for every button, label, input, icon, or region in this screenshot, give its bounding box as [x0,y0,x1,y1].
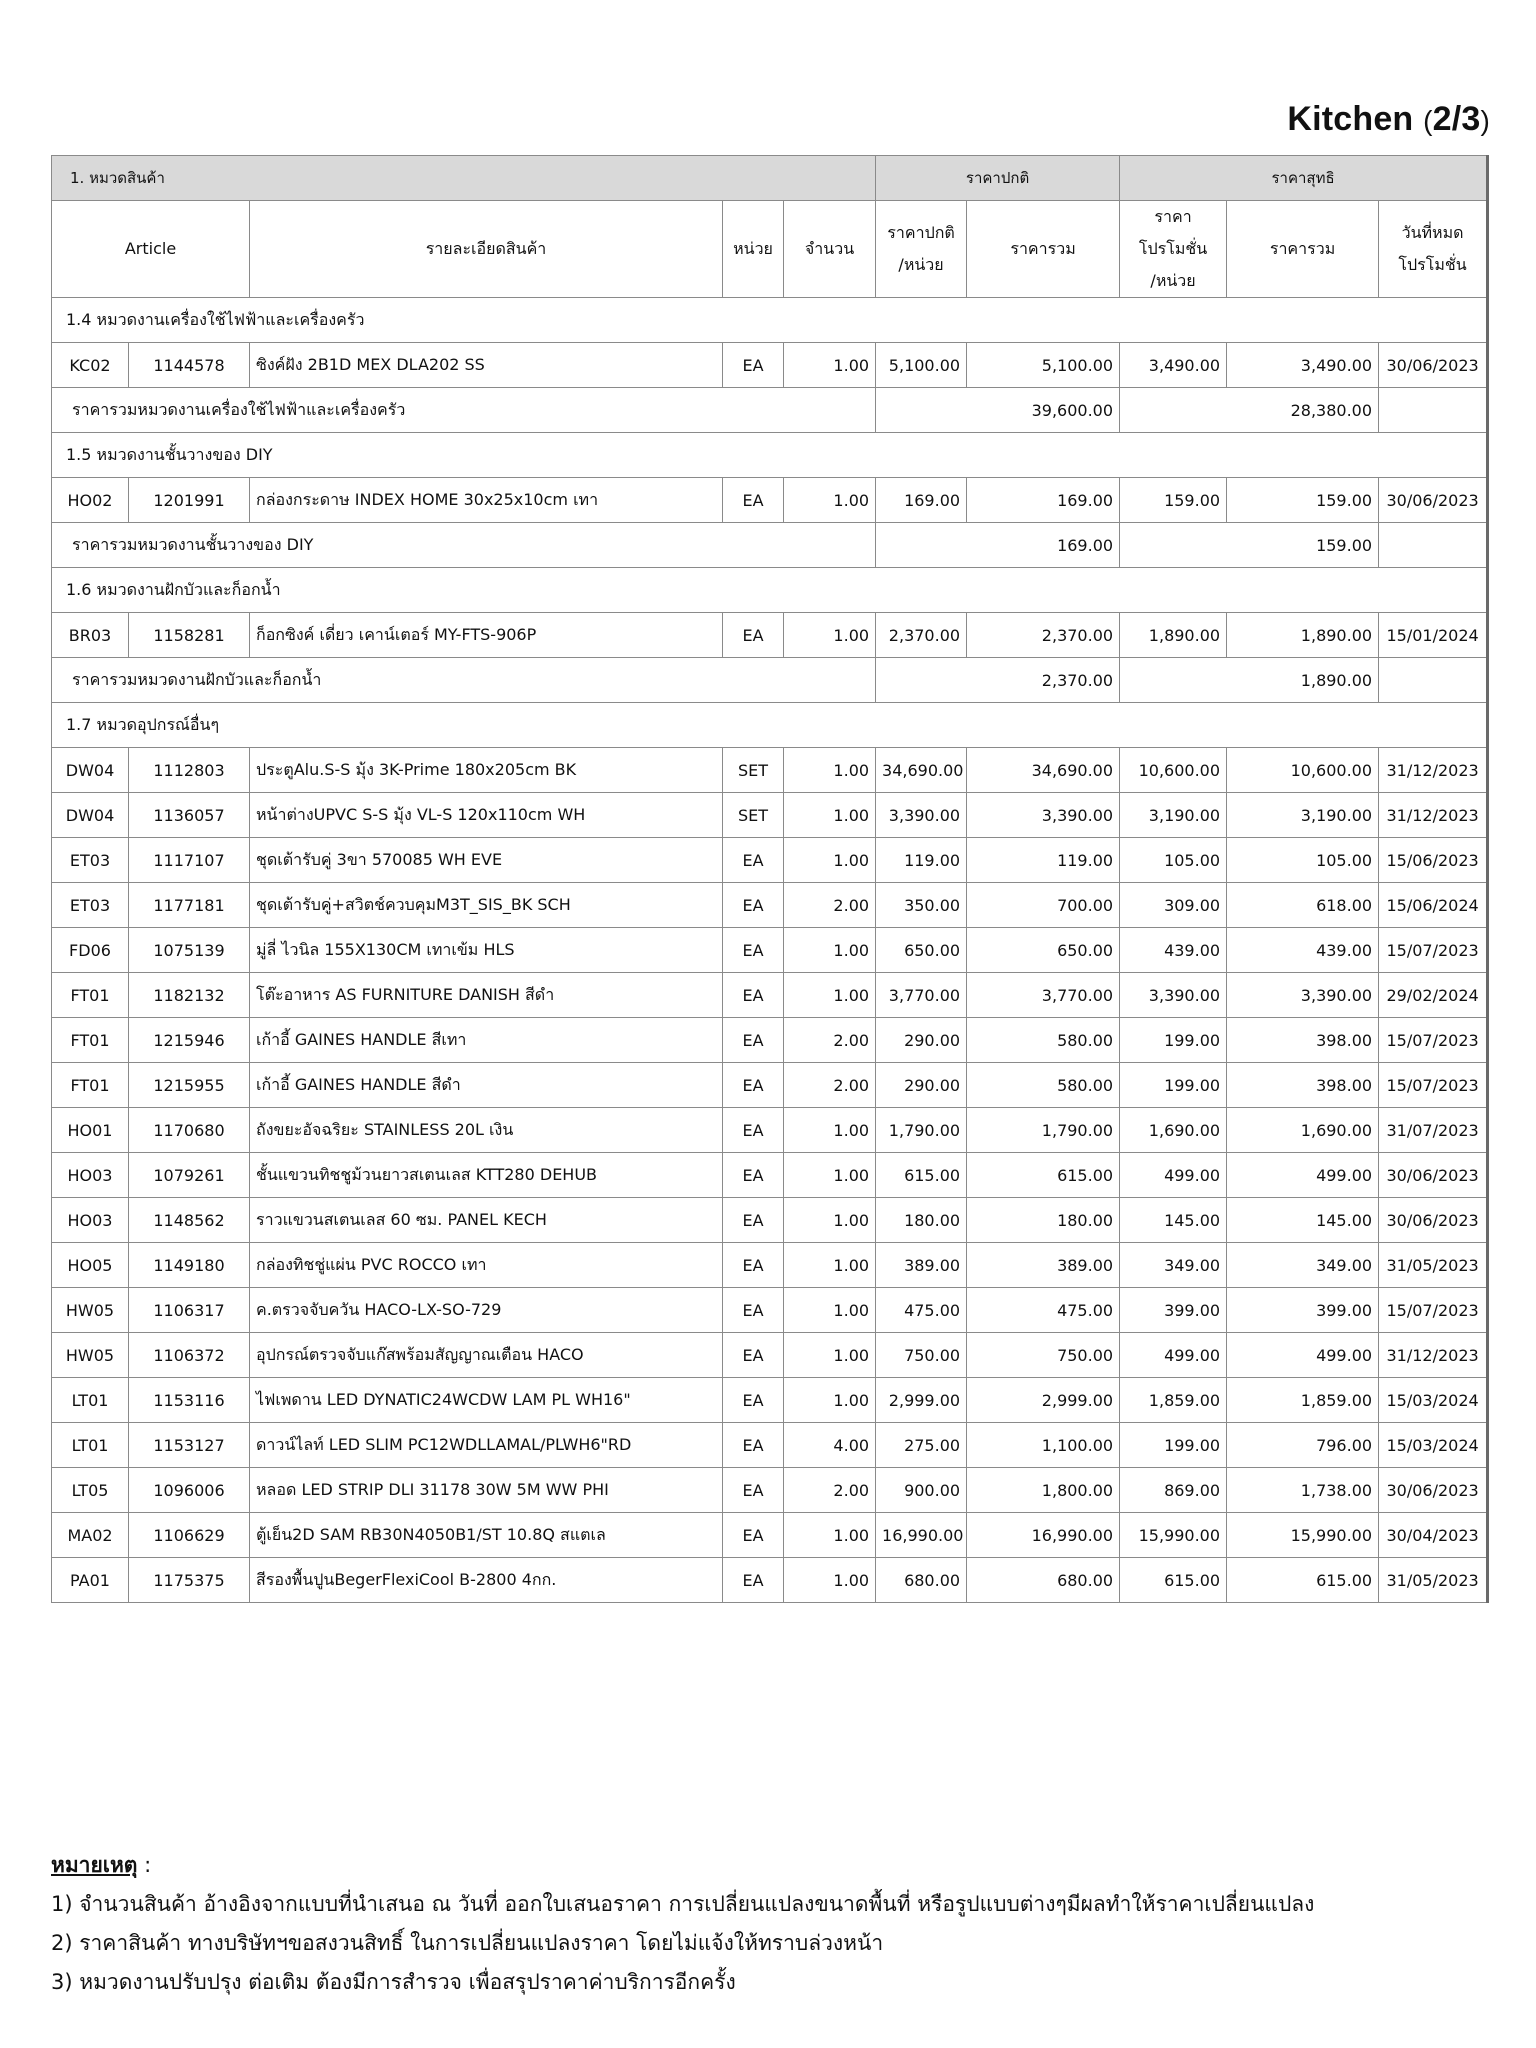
item-total: 34,690.00 [967,748,1120,793]
item-end-date: 30/06/2023 [1379,343,1488,388]
table-row [52,1468,1488,1513]
item-end-date: 30/06/2023 [1379,1153,1488,1198]
col-unit-price: ราคาปกติ /หน่วย [876,201,967,298]
item-unit-price: 350.00 [876,883,967,928]
item-unit: EA [723,478,784,523]
item-end-date: 15/07/2023 [1379,1288,1488,1333]
item-article: 1149180 [129,1243,250,1288]
item-article: 1153127 [129,1423,250,1468]
item-article: 1201991 [129,478,250,523]
item-qty: 1.00 [784,928,876,973]
item-unit: EA [723,1513,784,1558]
item-net-total: 15,990.00 [1227,1513,1379,1558]
item-promo-price: 10,600.00 [1120,748,1227,793]
item-unit: EA [723,1063,784,1108]
notes-title: หมายเหตุ [51,1853,138,1877]
table-row [52,1063,1488,1108]
item-qty: 2.00 [784,1468,876,1513]
table-row [52,1558,1488,1603]
col-description: รายละเอียดสินค้า [250,201,723,298]
table-row [52,928,1488,973]
item-unit: EA [723,343,784,388]
item-description: มู่ลี่ ไวนิล 155X130CM เทาเข้ม HLS [250,928,723,973]
section-header-row [52,433,1488,478]
item-promo-price: 615.00 [1120,1558,1227,1603]
item-total: 2,999.00 [967,1378,1120,1423]
item-promo-price: 145.00 [1120,1198,1227,1243]
item-qty: 1.00 [784,1198,876,1243]
item-unit: EA [723,1153,784,1198]
item-total: 1,790.00 [967,1108,1120,1153]
item-net-total: 499.00 [1227,1153,1379,1198]
item-unit: EA [723,838,784,883]
item-description: หลอด LED STRIP DLI 31178 30W 5M WW PHI [250,1468,723,1513]
item-end-date: 31/05/2023 [1379,1243,1488,1288]
table-row [52,1288,1488,1333]
item-end-date: 15/03/2024 [1379,1423,1488,1468]
item-code: HW05 [52,1288,129,1333]
item-unit: SET [723,748,784,793]
item-code: HO03 [52,1153,129,1198]
table-row [52,748,1488,793]
subtotal-net: 1,890.00 [1120,658,1379,703]
table-row [52,1108,1488,1153]
subtotal-net: 28,380.00 [1120,388,1379,433]
item-code: DW04 [52,793,129,838]
item-net-total: 3,490.00 [1227,343,1379,388]
item-code: FD06 [52,928,129,973]
item-total: 580.00 [967,1018,1120,1063]
item-qty: 1.00 [784,1153,876,1198]
item-description: ซิงค์ฝัง 2B1D MEX DLA202 SS [250,343,723,388]
item-article: 1170680 [129,1108,250,1153]
item-net-total: 1,859.00 [1227,1378,1379,1423]
item-article: 1106629 [129,1513,250,1558]
item-unit-price: 750.00 [876,1333,967,1378]
section-title: 1.5 หมวดงานชั้นวางของ DIY [52,433,1488,478]
item-end-date: 15/07/2023 [1379,1018,1488,1063]
item-promo-price: 159.00 [1120,478,1227,523]
item-description: ประตูAlu.S-S มุ้ง 3K-Prime 180x205cm BK [250,748,723,793]
table-row [52,478,1488,523]
item-unit-price: 119.00 [876,838,967,883]
item-promo-price: 349.00 [1120,1243,1227,1288]
item-net-total: 3,190.00 [1227,793,1379,838]
subtotal-row [52,658,1488,703]
item-qty: 2.00 [784,883,876,928]
item-code: HW05 [52,1333,129,1378]
table-row [52,973,1488,1018]
item-article: 1215946 [129,1018,250,1063]
item-promo-price: 3,390.00 [1120,973,1227,1018]
item-qty: 1.00 [784,343,876,388]
table-row [52,1243,1488,1288]
item-end-date: 15/06/2024 [1379,883,1488,928]
item-total: 16,990.00 [967,1513,1120,1558]
item-article: 1148562 [129,1198,250,1243]
item-total: 3,390.00 [967,793,1120,838]
table-row [52,838,1488,883]
item-code: ET03 [52,838,129,883]
item-total: 580.00 [967,1063,1120,1108]
item-total: 615.00 [967,1153,1120,1198]
item-article: 1182132 [129,973,250,1018]
item-description: กล่องกระดาษ INDEX HOME 30x25x10cm เทา [250,478,723,523]
item-end-date: 30/04/2023 [1379,1513,1488,1558]
item-description: กล่องทิชชู่แผ่น PVC ROCCO เทา [250,1243,723,1288]
item-unit-price: 169.00 [876,478,967,523]
item-unit-price: 3,770.00 [876,973,967,1018]
note-line-2: 2) ราคาสินค้า ทางบริษัทฯขอสงวนสิทธิ์ ในการเปลี่ยนแปลงราคา โดยไม่แจ้งให้ทราบล่วงหน้า [51,1931,884,1955]
table-group-header [52,156,1488,201]
item-net-total: 615.00 [1227,1558,1379,1603]
item-unit-price: 180.00 [876,1198,967,1243]
item-promo-price: 199.00 [1120,1423,1227,1468]
table-row [52,1018,1488,1063]
notes-heading: หมายเหตุ : [51,1853,152,1877]
item-end-date: 15/01/2024 [1379,613,1488,658]
item-unit: EA [723,1288,784,1333]
item-unit: EA [723,1378,784,1423]
item-unit: EA [723,883,784,928]
item-unit: EA [723,1198,784,1243]
col-qty: จำนวน [784,201,876,298]
item-unit: EA [723,1243,784,1288]
subtotal-regular: 2,370.00 [876,658,1120,703]
item-unit: EA [723,1423,784,1468]
subtotal-row [52,523,1488,568]
item-qty: 1.00 [784,1243,876,1288]
item-total: 180.00 [967,1198,1120,1243]
item-end-date: 30/06/2023 [1379,478,1488,523]
item-end-date: 31/07/2023 [1379,1108,1488,1153]
table-row [52,1153,1488,1198]
item-promo-price: 1,690.00 [1120,1108,1227,1153]
item-qty: 1.00 [784,1378,876,1423]
item-net-total: 439.00 [1227,928,1379,973]
item-unit-price: 275.00 [876,1423,967,1468]
item-end-date: 29/02/2024 [1379,973,1488,1018]
item-code: HO03 [52,1198,129,1243]
note-line-3: 3) หมวดงานปรับปรุง ต่อเติม ต้องมีการสำรวจ เพื่อสรุปราคาค่าบริการอีกครั้ง [51,1970,736,1994]
title-page: 2/3 [1432,100,1481,138]
item-net-total: 349.00 [1227,1243,1379,1288]
item-article: 1079261 [129,1153,250,1198]
item-total: 700.00 [967,883,1120,928]
item-qty: 1.00 [784,1288,876,1333]
item-description: ก็อกซิงค์ เดี่ยว เคาน์เตอร์ MY-FTS-906P [250,613,723,658]
item-article: 1144578 [129,343,250,388]
item-qty: 1.00 [784,1558,876,1603]
item-article: 1075139 [129,928,250,973]
table-row [52,1513,1488,1558]
item-promo-price: 1,890.00 [1120,613,1227,658]
item-total: 1,800.00 [967,1468,1120,1513]
item-unit: EA [723,1558,784,1603]
item-qty: 1.00 [784,748,876,793]
item-net-total: 499.00 [1227,1333,1379,1378]
item-article: 1096006 [129,1468,250,1513]
page-title: Kitchen (2/3) [1287,100,1490,138]
subtotal-row [52,388,1488,433]
table-row [52,793,1488,838]
price-table [51,155,1489,1603]
col-net-total: ราคารวม [1227,201,1379,298]
subtotal-label: ราคารวมหมวดงานเครื่องใช้ไฟฟ้าและเครื่องครัว [52,388,876,433]
item-description: อุปกรณ์ตรวจจับแก๊สพร้อมสัญญาณเตือน HACO [250,1333,723,1378]
item-promo-price: 199.00 [1120,1018,1227,1063]
item-code: LT01 [52,1423,129,1468]
table-row [52,883,1488,928]
item-description: ไฟเพดาน LED DYNATIC24WCDW LAM PL WH16" [250,1378,723,1423]
item-description: หน้าต่างUPVC S-S มุ้ง VL-S 120x110cm WH [250,793,723,838]
col-article: Article [52,201,250,298]
item-net-total: 618.00 [1227,883,1379,928]
item-unit-price: 34,690.00 [876,748,967,793]
table-row [52,1378,1488,1423]
item-unit-price: 16,990.00 [876,1513,967,1558]
subtotal-net: 159.00 [1120,523,1379,568]
item-description: ค.ตรวจจับควัน HACO-LX-SO-729 [250,1288,723,1333]
item-net-total: 10,600.00 [1227,748,1379,793]
item-description: เก้าอี้ GAINES HANDLE สีดำ [250,1063,723,1108]
item-promo-price: 499.00 [1120,1333,1227,1378]
item-article: 1158281 [129,613,250,658]
col-promo-price: ราคา โปรโมชั่น /หน่วย [1120,201,1227,298]
item-end-date: 31/12/2023 [1379,793,1488,838]
item-net-total: 399.00 [1227,1288,1379,1333]
item-code: LT01 [52,1378,129,1423]
item-unit-price: 1,790.00 [876,1108,967,1153]
item-total: 475.00 [967,1288,1120,1333]
item-code: FT01 [52,1018,129,1063]
item-qty: 1.00 [784,613,876,658]
item-net-total: 398.00 [1227,1063,1379,1108]
item-qty: 1.00 [784,478,876,523]
item-total: 1,100.00 [967,1423,1120,1468]
item-article: 1153116 [129,1378,250,1423]
item-total: 5,100.00 [967,343,1120,388]
item-net-total: 105.00 [1227,838,1379,883]
section-header-row [52,703,1488,748]
item-article: 1215955 [129,1063,250,1108]
item-net-total: 1,890.00 [1227,613,1379,658]
item-article: 1136057 [129,793,250,838]
subtotal-empty [1379,658,1488,703]
item-promo-price: 3,190.00 [1120,793,1227,838]
item-description: โต๊ะอาหาร AS FURNITURE DANISH สีดำ [250,973,723,1018]
item-end-date: 31/12/2023 [1379,748,1488,793]
notes [51,1846,1314,2002]
item-code: KC02 [52,343,129,388]
category-group-header: 1. หมวดสินค้า [52,156,876,201]
item-promo-price: 15,990.00 [1120,1513,1227,1558]
item-article: 1117107 [129,838,250,883]
item-unit-price: 680.00 [876,1558,967,1603]
item-code: MA02 [52,1513,129,1558]
item-end-date: 15/06/2023 [1379,838,1488,883]
item-unit: EA [723,1018,784,1063]
item-total: 750.00 [967,1333,1120,1378]
item-net-total: 145.00 [1227,1198,1379,1243]
table-row [52,1423,1488,1468]
item-net-total: 398.00 [1227,1018,1379,1063]
item-qty: 2.00 [784,1018,876,1063]
subtotal-regular: 169.00 [876,523,1120,568]
item-total: 2,370.00 [967,613,1120,658]
item-qty: 4.00 [784,1423,876,1468]
item-code: DW04 [52,748,129,793]
item-description: เก้าอี้ GAINES HANDLE สีเทา [250,1018,723,1063]
item-article: 1106372 [129,1333,250,1378]
item-unit-price: 615.00 [876,1153,967,1198]
item-unit: EA [723,928,784,973]
item-net-total: 1,738.00 [1227,1468,1379,1513]
item-unit: EA [723,1333,784,1378]
item-description: ราวแขวนสเตนเลส 60 ซม. PANEL KECH [250,1198,723,1243]
item-total: 119.00 [967,838,1120,883]
item-article: 1177181 [129,883,250,928]
net-price-group-header: ราคาสุทธิ [1120,156,1488,201]
section-title: 1.6 หมวดงานฝักบัวและก็อกน้ำ [52,568,1488,613]
item-unit: EA [723,613,784,658]
item-unit: EA [723,1468,784,1513]
item-promo-price: 439.00 [1120,928,1227,973]
item-unit-price: 290.00 [876,1018,967,1063]
item-description: ชุดเต้ารับคู่ 3ขา 570085 WH EVE [250,838,723,883]
item-qty: 1.00 [784,838,876,883]
item-promo-price: 105.00 [1120,838,1227,883]
item-net-total: 3,390.00 [1227,973,1379,1018]
item-unit-price: 5,100.00 [876,343,967,388]
item-end-date: 31/05/2023 [1379,1558,1488,1603]
item-description: สีรองพื้นปูนBegerFlexiCool B-2800 4กก. [250,1558,723,1603]
table-row [52,613,1488,658]
subtotal-regular: 39,600.00 [876,388,1120,433]
item-net-total: 1,690.00 [1227,1108,1379,1153]
item-qty: 1.00 [784,1333,876,1378]
item-end-date: 30/06/2023 [1379,1198,1488,1243]
item-total: 680.00 [967,1558,1120,1603]
table-row [52,1198,1488,1243]
item-end-date: 15/03/2024 [1379,1378,1488,1423]
item-total: 389.00 [967,1243,1120,1288]
item-total: 3,770.00 [967,973,1120,1018]
col-unit: หน่วย [723,201,784,298]
title-main: Kitchen [1287,100,1414,138]
subtotal-empty [1379,523,1488,568]
item-code: HO02 [52,478,129,523]
subtotal-empty [1379,388,1488,433]
item-qty: 1.00 [784,1108,876,1153]
item-description: ถังขยะอัจฉริยะ STAINLESS 20L เงิน [250,1108,723,1153]
item-unit-price: 3,390.00 [876,793,967,838]
item-description: ชั้นแขวนทิชชูม้วนยาวสเตนเลส KTT280 DEHUB [250,1153,723,1198]
item-qty: 1.00 [784,1513,876,1558]
subtotal-label: ราคารวมหมวดงานฝักบัวและก็อกน้ำ [52,658,876,703]
item-unit: SET [723,793,784,838]
section-title: 1.4 หมวดงานเครื่องใช้ไฟฟ้าและเครื่องครัว [52,298,1488,343]
col-total: ราคารวม [967,201,1120,298]
item-unit-price: 290.00 [876,1063,967,1108]
item-unit-price: 900.00 [876,1468,967,1513]
regular-price-group-header: ราคาปกติ [876,156,1120,201]
item-code: PA01 [52,1558,129,1603]
item-promo-price: 399.00 [1120,1288,1227,1333]
item-end-date: 31/12/2023 [1379,1333,1488,1378]
section-header-row [52,568,1488,613]
item-total: 650.00 [967,928,1120,973]
item-promo-price: 309.00 [1120,883,1227,928]
item-code: BR03 [52,613,129,658]
col-end-date: วันที่หมด โปรโมชั่น [1379,201,1488,298]
item-code: ET03 [52,883,129,928]
item-end-date: 15/07/2023 [1379,928,1488,973]
subtotal-label: ราคารวมหมวดงานชั้นวางของ DIY [52,523,876,568]
item-unit-price: 2,370.00 [876,613,967,658]
item-qty: 2.00 [784,1063,876,1108]
item-code: LT05 [52,1468,129,1513]
item-qty: 1.00 [784,793,876,838]
item-net-total: 796.00 [1227,1423,1379,1468]
item-unit: EA [723,1108,784,1153]
item-unit-price: 389.00 [876,1243,967,1288]
item-end-date: 30/06/2023 [1379,1468,1488,1513]
section-header-row [52,298,1488,343]
item-promo-price: 869.00 [1120,1468,1227,1513]
item-end-date: 15/07/2023 [1379,1063,1488,1108]
item-unit-price: 650.00 [876,928,967,973]
item-promo-price: 3,490.00 [1120,343,1227,388]
item-unit-price: 2,999.00 [876,1378,967,1423]
item-promo-price: 199.00 [1120,1063,1227,1108]
section-title: 1.7 หมวดอุปกรณ์อื่นๆ [52,703,1488,748]
item-article: 1175375 [129,1558,250,1603]
item-description: ดาวน์ไลท์ LED SLIM PC12WDLLAMAL/PLWH6"RD [250,1423,723,1468]
table-row [52,1333,1488,1378]
note-line-1: 1) จำนวนสินค้า อ้างอิงจากแบบที่นำเสนอ ณ วันที่ ออกใบเสนอราคา การเปลี่ยนแปลงขนาดพื้นที่ หรือรูปแบบต่างๆมีผลทำให้ราคาเปลี่ยนแปลง [51,1892,1315,1916]
item-code: HO05 [52,1243,129,1288]
item-description: ตู้เย็น2D SAM RB30N4050B1/ST 10.8Q สแตเล [250,1513,723,1558]
item-net-total: 159.00 [1227,478,1379,523]
item-code: FT01 [52,1063,129,1108]
table-row [52,343,1488,388]
item-promo-price: 499.00 [1120,1153,1227,1198]
item-qty: 1.00 [784,973,876,1018]
table-column-header [52,201,1488,298]
item-promo-price: 1,859.00 [1120,1378,1227,1423]
item-article: 1112803 [129,748,250,793]
item-total: 169.00 [967,478,1120,523]
item-unit: EA [723,973,784,1018]
item-code: HO01 [52,1108,129,1153]
item-code: FT01 [52,973,129,1018]
item-unit-price: 475.00 [876,1288,967,1333]
item-description: ชุดเต้ารับคู่+สวิตช์ควบคุมM3T_SIS_BK SCH [250,883,723,928]
item-article: 1106317 [129,1288,250,1333]
